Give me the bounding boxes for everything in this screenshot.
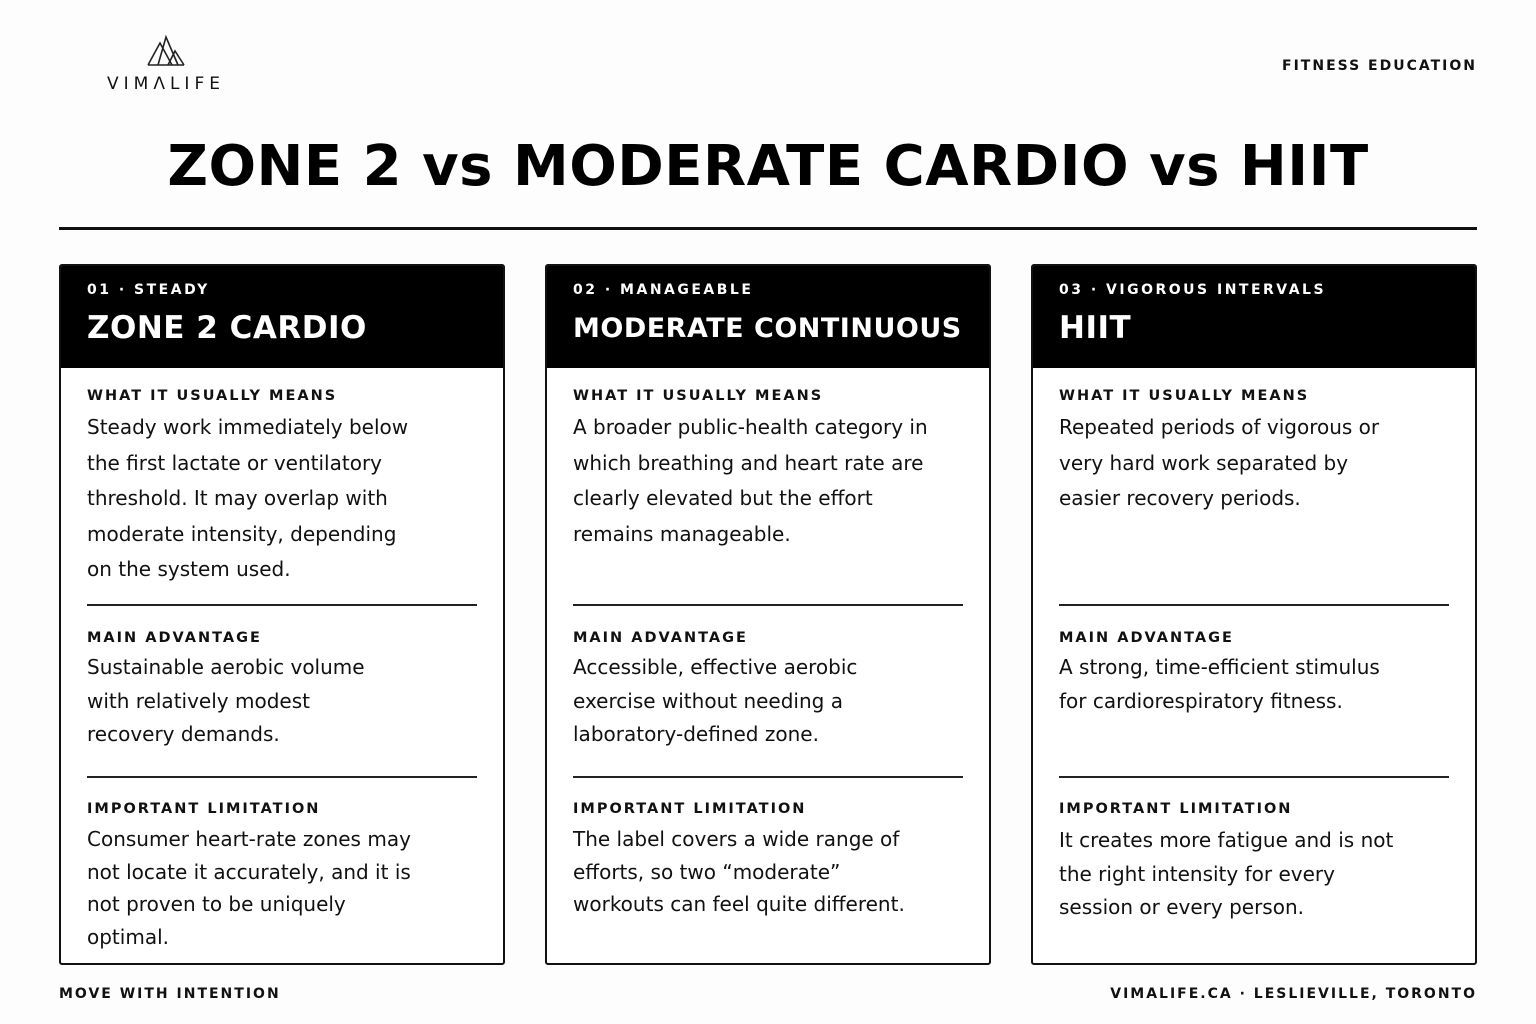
section-text: Consumer heart-rate zones may not locate it accurately, and it is not proven to be uniquely optimal. xyxy=(87,827,411,949)
section-label: MAIN ADVANTAGE xyxy=(87,630,262,646)
section-label: MAIN ADVANTAGE xyxy=(573,630,748,646)
card-title: MODERATE CONTINUOUS xyxy=(573,313,962,344)
section-means xyxy=(87,388,477,588)
section-divider xyxy=(573,776,963,778)
card-header xyxy=(1033,266,1475,368)
section-divider xyxy=(1059,604,1449,606)
section-label: MAIN ADVANTAGE xyxy=(1059,630,1234,646)
card-header xyxy=(547,266,989,368)
section-label: WHAT IT USUALLY MEANS xyxy=(573,388,824,404)
section-text: Repeated periods of vigorous or very hard work separated by easier recovery periods. xyxy=(1059,415,1380,510)
section-means xyxy=(573,388,963,552)
section-divider xyxy=(87,776,477,778)
card-moderate-continuous xyxy=(545,264,991,965)
section-label: WHAT IT USUALLY MEANS xyxy=(1059,388,1310,404)
section-divider xyxy=(87,604,477,606)
section-text: It creates more fatigue and is not the right intensity for every session or every person. xyxy=(1059,828,1394,919)
card-title: HIIT xyxy=(1059,310,1132,346)
footer-motto: MOVE WITH INTENTION xyxy=(59,986,281,1002)
section-label: IMPORTANT LIMITATION xyxy=(1059,801,1293,817)
card-header xyxy=(61,266,503,368)
section-text: A strong, time-efficient stimulus for cardiorespiratory fitness. xyxy=(1059,655,1380,713)
card-zone-2 xyxy=(59,264,505,965)
brand-tagline: FITNESS EDUCATION xyxy=(1282,58,1477,74)
section-advantage xyxy=(1059,630,1449,718)
section-label: IMPORTANT LIMITATION xyxy=(573,801,807,817)
brand-logo xyxy=(96,34,236,94)
section-text: Sustainable aerobic volume with relatively modest recovery demands. xyxy=(87,655,365,746)
section-divider xyxy=(1059,776,1449,778)
section-text: Accessible, effective aerobic exercise without needing a laboratory-defined zone. xyxy=(573,655,858,746)
card-title: ZONE 2 CARDIO xyxy=(87,310,367,346)
section-label: WHAT IT USUALLY MEANS xyxy=(87,388,338,404)
card-kicker: 02 · MANAGEABLE xyxy=(573,282,754,298)
mountain-peaks-icon xyxy=(146,34,186,68)
card-hiit xyxy=(1031,264,1477,965)
footer-website-location: VIMALIFE.CA · LESLIEVILLE, TORONTO xyxy=(1110,986,1477,1002)
card-kicker: 01 · STEADY xyxy=(87,282,210,298)
section-advantage xyxy=(87,630,477,752)
title-divider xyxy=(59,227,1477,230)
section-text: Steady work immediately below the first lactate or ventilatory threshold. It may overlap with moderate intensity, depending on the system used. xyxy=(87,415,409,581)
brand-name: VIMΛLIFE xyxy=(107,74,225,94)
section-divider xyxy=(573,604,963,606)
section-limitation xyxy=(87,801,477,953)
section-advantage xyxy=(573,630,963,752)
section-means xyxy=(1059,388,1449,517)
page-title: ZONE 2 vs MODERATE CARDIO vs HIIT xyxy=(167,134,1369,199)
section-limitation xyxy=(573,801,963,921)
section-limitation xyxy=(1059,801,1449,925)
card-kicker: 03 · VIGOROUS INTERVALS xyxy=(1059,282,1327,298)
section-text: The label covers a wide range of efforts, so two “moderate” workouts can feel quite different. xyxy=(573,827,905,916)
section-text: A broader public-health category in which breathing and heart rate are clearly elevated but the effort remains manageable. xyxy=(573,415,928,546)
section-label: IMPORTANT LIMITATION xyxy=(87,801,321,817)
